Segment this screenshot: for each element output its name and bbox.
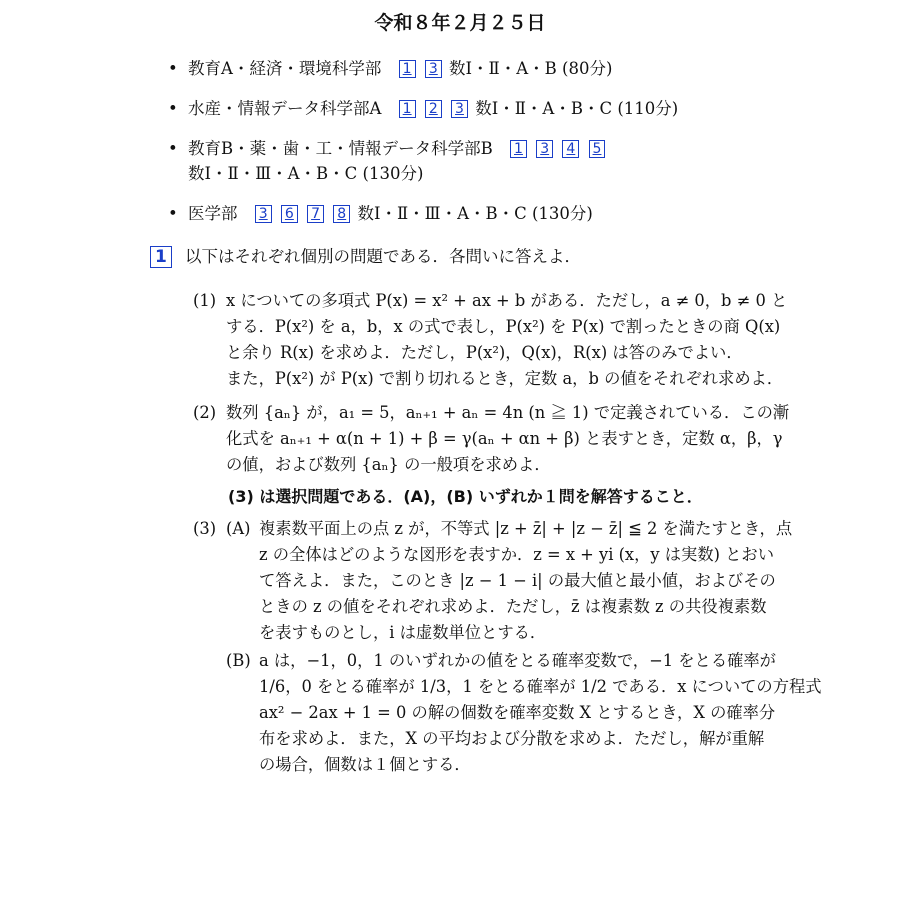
option-label: (A) — [226, 519, 251, 538]
subject-range: 数Ⅰ・Ⅱ・A・B (80分) — [449, 59, 613, 78]
text-line: 数列 {aₙ} が，a₁ = 5，aₙ₊₁ + aₙ = 4n (n ≧ 1) で定義されている．この漸 — [226, 403, 790, 422]
department-item — [168, 201, 868, 226]
question-number-badge[interactable]: 1 — [150, 246, 172, 268]
department-item — [168, 136, 868, 186]
department-list — [168, 56, 868, 241]
subject-range: 数Ⅰ・Ⅱ・Ⅲ・A・B・C (130分) — [188, 164, 424, 183]
question-link[interactable]: 6 — [281, 205, 298, 223]
question-link[interactable]: 7 — [307, 205, 324, 223]
department-item — [168, 56, 868, 81]
text-line: 布を求めよ．また，X の平均および分散を求めよ．ただし，解が重解 — [259, 729, 765, 748]
option-label: (B) — [226, 651, 251, 670]
subquestion-text — [226, 400, 789, 478]
question-link[interactable]: 3 — [536, 140, 553, 158]
text-line: また，P(x²) が P(x) で割り切れるとき，定数 a，b の値をそれぞれ求めよ． — [226, 369, 784, 388]
department-item — [168, 96, 868, 121]
text-line: 複素数平面上の点 z が，不等式 |z + z̄| + |z − z̄| ≦ 2 を満たすとき，点 — [259, 519, 793, 538]
question-link[interactable]: 8 — [333, 205, 350, 223]
department-label: 水産・情報データ科学部A — [188, 99, 382, 118]
question-link[interactable]: 2 — [425, 100, 442, 118]
subquestion-label: (2) — [193, 403, 217, 422]
subquestion-label: (1) — [193, 291, 217, 310]
department-label: 教育A・経済・環境科学部 — [188, 59, 382, 78]
question-link[interactable]: 1 — [510, 140, 527, 158]
text-line: て答えよ．また，このとき |z − 1 − i| の最大値と最小値，およびその — [259, 571, 776, 590]
question-link[interactable]: 3 — [255, 205, 272, 223]
text-line: の場合，個数は１個とする． — [259, 755, 471, 774]
question-link[interactable]: 1 — [399, 100, 416, 118]
text-line: 1/6，0 をとる確率が 1/3，1 をとる確率が 1/2 である．x についての方程式 — [259, 677, 822, 696]
question-link[interactable]: 5 — [589, 140, 606, 158]
text-line: を表すものとし，i は虚数単位とする． — [259, 623, 547, 642]
text-line: する．P(x²) を a，b，x の式で表し，P(x²) を P(x) で割ったときの商 Q(x) — [226, 317, 781, 336]
question-link[interactable]: 1 — [399, 60, 416, 78]
option-text — [259, 516, 792, 646]
text-line: z の全体はどのような図形を表すか．z = x + yi (x，y は実数) とおい — [259, 545, 774, 564]
subject-range: 数Ⅰ・Ⅱ・Ⅲ・A・B・C (130分) — [357, 204, 593, 223]
subject-range: 数Ⅰ・Ⅱ・A・B・C (110分) — [475, 99, 679, 118]
subquestion-text — [226, 288, 787, 392]
text-line: ax² − 2ax + 1 = 0 の解の個数を確率変数 X とするとき，X の確率分 — [259, 703, 776, 722]
exam-date: 令和８年２月２５日 — [374, 12, 546, 34]
text-line: と余り R(x) を求めよ．ただし，P(x²)，Q(x)，R(x) は答のみでよい． — [226, 343, 743, 362]
department-label: 教育B・薬・歯・工・情報データ科学部B — [188, 139, 493, 158]
text-line: ときの z の値をそれぞれ求めよ．ただし，z̄ は複素数 z の共役複素数 — [259, 597, 767, 616]
text-line: の値，および数列 {aₙ} の一般項を求めよ． — [226, 455, 551, 474]
question-link[interactable]: 3 — [425, 60, 442, 78]
question-intro: 以下はそれぞれ個別の問題である．各問いに答えよ． — [184, 247, 581, 266]
question-link[interactable]: 3 — [451, 100, 468, 118]
question-1-header — [150, 243, 830, 268]
option-text — [259, 648, 822, 778]
selection-note: (3) は選択問題である．(A)，(B) いずれか１問を解答すること． — [228, 487, 703, 506]
department-label: 医学部 — [188, 204, 238, 223]
text-line: a は，−1，0，1 のいずれかの値をとる確率変数で，−1 をとる確率が — [259, 651, 776, 670]
text-line: 化式を aₙ₊₁ + α(n + 1) + β = γ(aₙ + αn + β) と表すとき，定数 α，β，γ — [226, 429, 783, 448]
question-link[interactable]: 4 — [562, 140, 579, 158]
subquestion-label: (3) — [193, 519, 217, 538]
text-line: x についての多項式 P(x) = x² + ax + b がある．ただし，a ≠ 0，b ≠ 0 と — [226, 291, 788, 310]
